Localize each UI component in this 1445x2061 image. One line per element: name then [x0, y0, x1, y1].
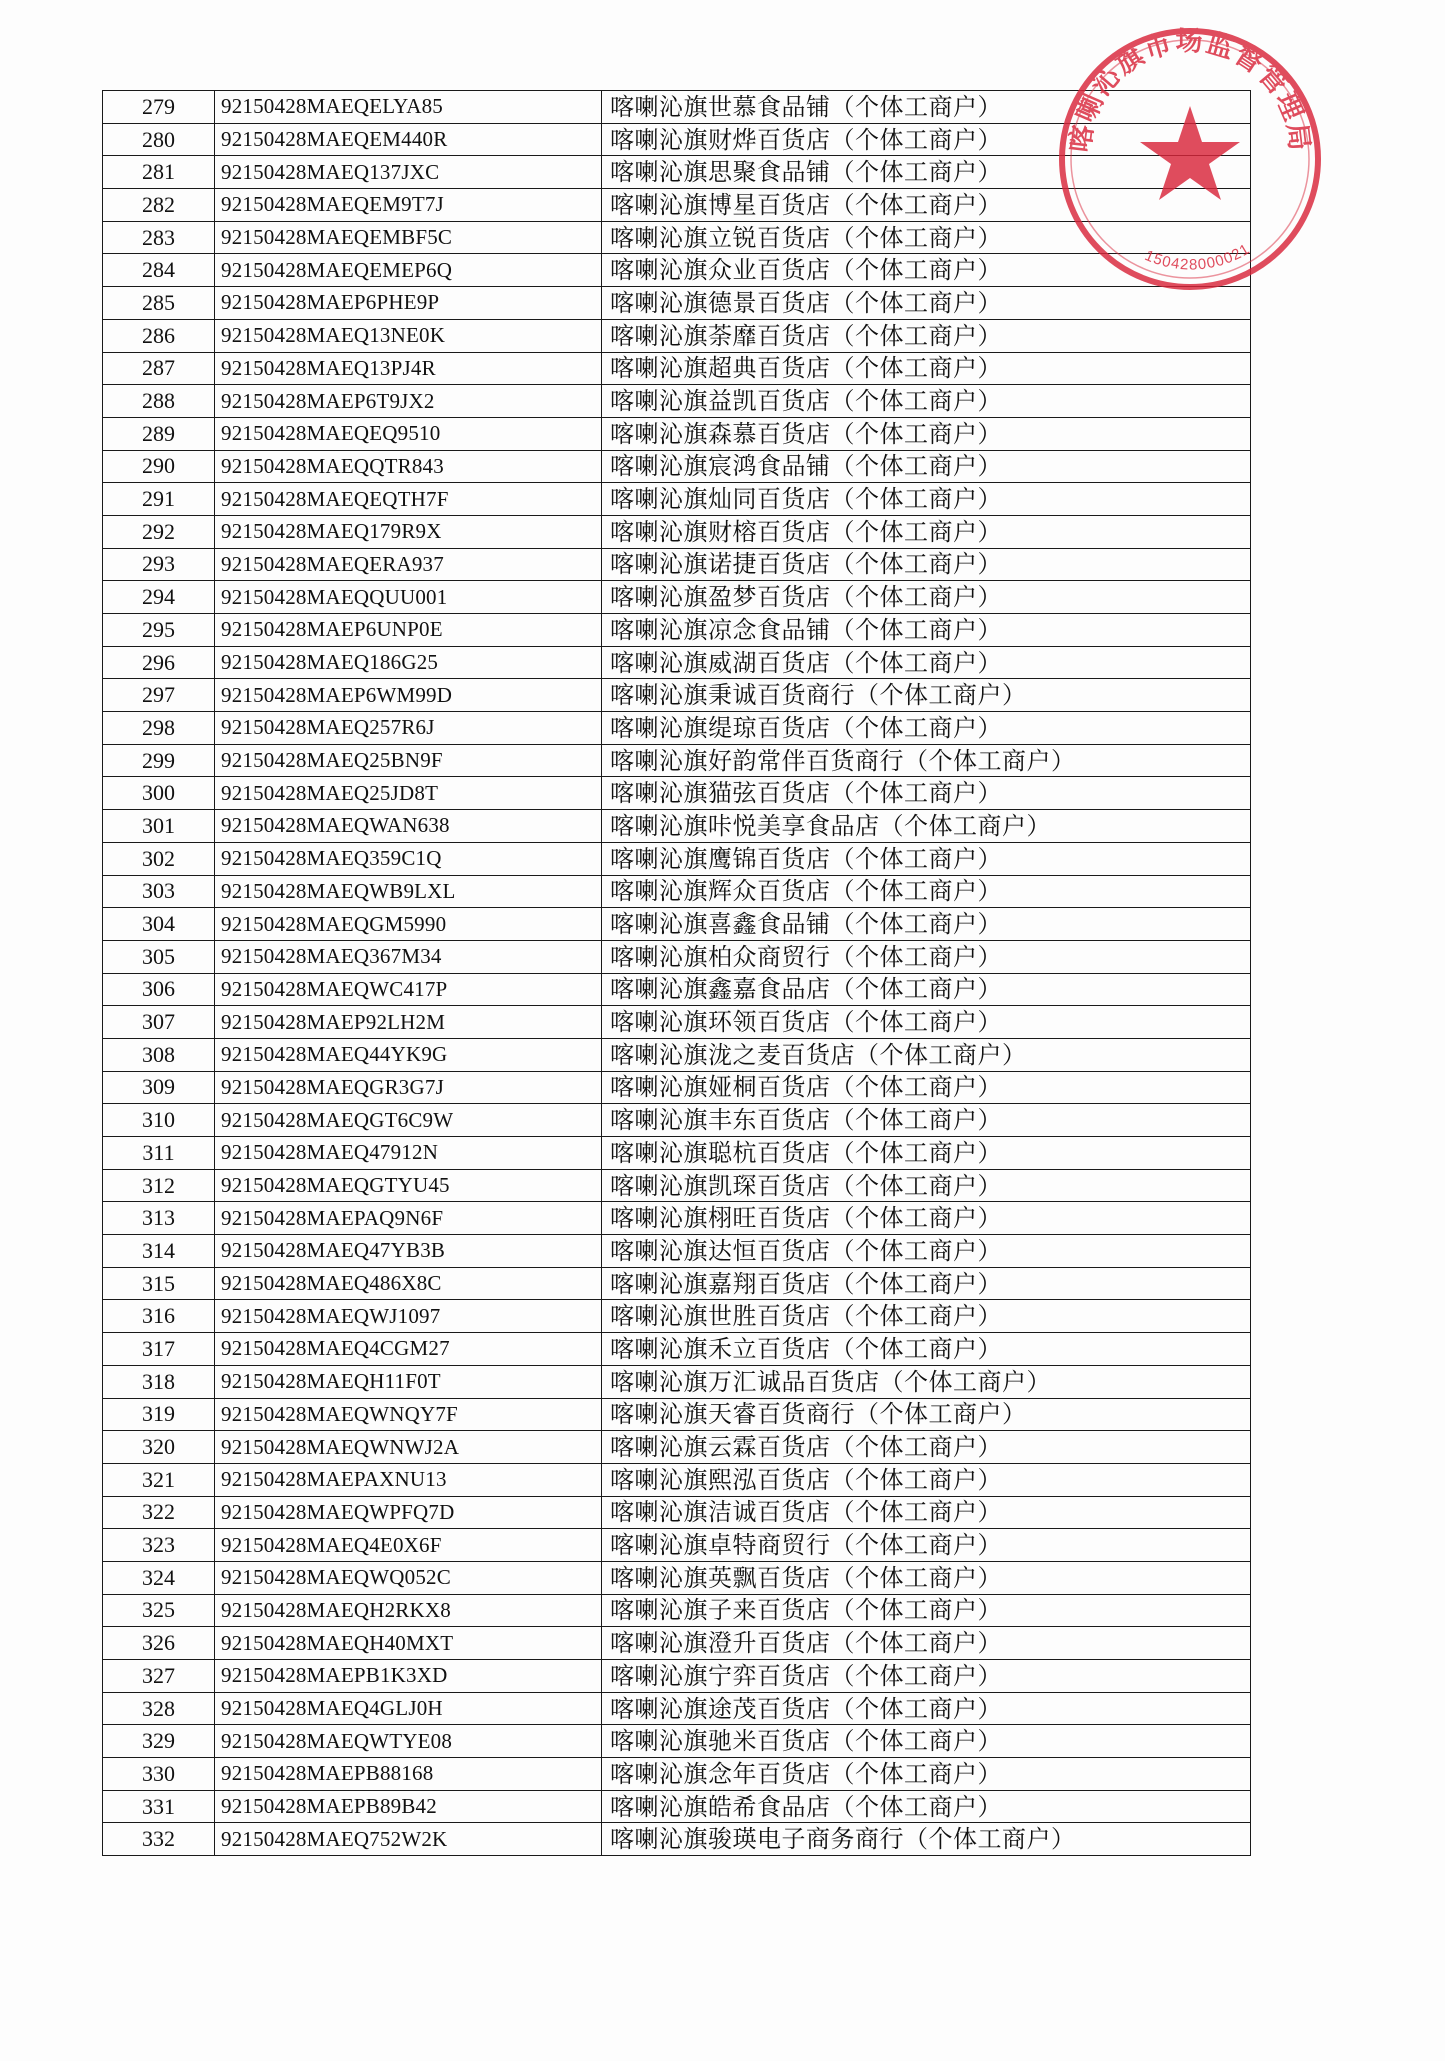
credit-code-cell: 92150428MAEQ44YK9G — [215, 1038, 602, 1071]
table-row — [103, 1529, 1251, 1562]
table-row — [103, 744, 1251, 777]
business-name-cell: 喀喇沁旗诺捷百货店（个体工商户） — [602, 548, 1251, 581]
credit-code-cell: 92150428MAEQ13PJ4R — [215, 352, 602, 385]
row-number-cell: 295 — [103, 614, 215, 647]
credit-code-cell: 92150428MAEQ359C1Q — [215, 842, 602, 875]
business-name-cell: 喀喇沁旗天睿百货商行（个体工商户） — [602, 1398, 1251, 1431]
business-name-cell: 喀喇沁旗环领百货店（个体工商户） — [602, 1006, 1251, 1039]
business-name-cell: 喀喇沁旗宸鸿食品铺（个体工商户） — [602, 450, 1251, 483]
business-name-cell: 喀喇沁旗宁弈百货店（个体工商户） — [602, 1660, 1251, 1693]
business-name-cell: 喀喇沁旗众业百货店（个体工商户） — [602, 254, 1251, 287]
credit-code-cell: 92150428MAEQWC417P — [215, 973, 602, 1006]
business-name-cell: 喀喇沁旗德景百货店（个体工商户） — [602, 287, 1251, 320]
row-number-cell: 291 — [103, 483, 215, 516]
business-name-cell: 喀喇沁旗财榕百货店（个体工商户） — [602, 515, 1251, 548]
row-number-cell: 325 — [103, 1594, 215, 1627]
row-number-cell: 317 — [103, 1333, 215, 1366]
row-number-cell: 293 — [103, 548, 215, 581]
credit-code-cell: 92150428MAEP6UNP0E — [215, 614, 602, 647]
table-row — [103, 1725, 1251, 1758]
table-row — [103, 842, 1251, 875]
row-number-cell: 324 — [103, 1561, 215, 1594]
credit-code-cell: 92150428MAEP6WM99D — [215, 679, 602, 712]
seal-number: 150428000021 — [1142, 240, 1254, 274]
credit-code-cell: 92150428MAEPAQ9N6F — [215, 1202, 602, 1235]
row-number-cell: 281 — [103, 156, 215, 189]
credit-code-cell: 92150428MAEQ4CGM27 — [215, 1333, 602, 1366]
credit-code-cell: 92150428MAEQH11F0T — [215, 1365, 602, 1398]
row-number-cell: 279 — [103, 91, 215, 124]
business-name-cell: 喀喇沁旗鑫嘉食品店（个体工商户） — [602, 973, 1251, 1006]
table-row — [103, 1333, 1251, 1366]
row-number-cell: 280 — [103, 123, 215, 156]
credit-code-cell: 92150428MAEQWAN638 — [215, 810, 602, 843]
credit-code-cell: 92150428MAEQEMBF5C — [215, 221, 602, 254]
table-row — [103, 1006, 1251, 1039]
business-name-cell: 喀喇沁旗骏瑛电子商务商行（个体工商户） — [602, 1823, 1251, 1856]
row-number-cell: 320 — [103, 1431, 215, 1464]
table-row — [103, 1594, 1251, 1627]
table-row — [103, 1267, 1251, 1300]
row-number-cell: 315 — [103, 1267, 215, 1300]
credit-code-cell: 92150428MAEQEQTH7F — [215, 483, 602, 516]
row-number-cell: 304 — [103, 908, 215, 941]
credit-code-cell: 92150428MAEQ179R9X — [215, 515, 602, 548]
table-row — [103, 1071, 1251, 1104]
credit-code-cell: 92150428MAEQGR3G7J — [215, 1071, 602, 1104]
table-body — [103, 91, 1254, 1856]
business-name-cell: 喀喇沁旗盈梦百货店（个体工商户） — [602, 581, 1251, 614]
registration-table — [102, 90, 1254, 1856]
row-number-cell: 303 — [103, 875, 215, 908]
table-row — [103, 908, 1251, 941]
row-number-cell: 309 — [103, 1071, 215, 1104]
credit-code-cell: 92150428MAEQEM9T7J — [215, 189, 602, 222]
row-number-cell: 313 — [103, 1202, 215, 1235]
row-number-cell: 312 — [103, 1169, 215, 1202]
credit-code-cell: 92150428MAEQWB9LXL — [215, 875, 602, 908]
credit-code-cell: 92150428MAEQH2RKX8 — [215, 1594, 602, 1627]
row-number-cell: 314 — [103, 1235, 215, 1268]
credit-code-cell: 92150428MAEQEMEP6Q — [215, 254, 602, 287]
business-name-cell: 喀喇沁旗咔悦美享食品店（个体工商户） — [602, 810, 1251, 843]
table-row — [103, 254, 1251, 287]
table-row — [103, 1660, 1251, 1693]
row-number-cell: 288 — [103, 385, 215, 418]
credit-code-cell: 92150428MAEQ47912N — [215, 1137, 602, 1170]
credit-code-cell: 92150428MAEQ367M34 — [215, 940, 602, 973]
business-name-cell: 喀喇沁旗荼靡百货店（个体工商户） — [602, 319, 1251, 352]
business-name-cell: 喀喇沁旗云霖百货店（个体工商户） — [602, 1431, 1251, 1464]
credit-code-cell: 92150428MAEQWJ1097 — [215, 1300, 602, 1333]
table-row — [103, 156, 1251, 189]
business-name-cell: 喀喇沁旗凯琛百货店（个体工商户） — [602, 1169, 1251, 1202]
table-row — [103, 1790, 1251, 1823]
table-row — [103, 1038, 1251, 1071]
table-row — [103, 385, 1251, 418]
table-row — [103, 973, 1251, 1006]
business-name-cell: 喀喇沁旗英飘百货店（个体工商户） — [602, 1561, 1251, 1594]
business-name-cell: 喀喇沁旗柏众商贸行（个体工商户） — [602, 940, 1251, 973]
business-name-cell: 喀喇沁旗万汇诚品百货店（个体工商户） — [602, 1365, 1251, 1398]
table-row — [103, 352, 1251, 385]
row-number-cell: 331 — [103, 1790, 215, 1823]
row-number-cell: 327 — [103, 1660, 215, 1693]
credit-code-cell: 92150428MAEQ257R6J — [215, 712, 602, 745]
business-name-cell: 喀喇沁旗途茂百货店（个体工商户） — [602, 1692, 1251, 1725]
table-row — [103, 515, 1251, 548]
credit-code-cell: 92150428MAEP92LH2M — [215, 1006, 602, 1039]
credit-code-cell: 92150428MAEQQTR843 — [215, 450, 602, 483]
credit-code-cell: 92150428MAEQ186G25 — [215, 646, 602, 679]
row-number-cell: 294 — [103, 581, 215, 614]
row-number-cell: 329 — [103, 1725, 215, 1758]
row-number-cell: 287 — [103, 352, 215, 385]
credit-code-cell: 92150428MAEP6PHE9P — [215, 287, 602, 320]
row-number-cell: 330 — [103, 1758, 215, 1791]
table-row — [103, 614, 1251, 647]
business-name-cell: 喀喇沁旗超典百货店（个体工商户） — [602, 352, 1251, 385]
row-number-cell: 290 — [103, 450, 215, 483]
credit-code-cell: 92150428MAEQ13NE0K — [215, 319, 602, 352]
table-row — [103, 548, 1251, 581]
business-name-cell: 喀喇沁旗皓希食品店（个体工商户） — [602, 1790, 1251, 1823]
table-row — [103, 1758, 1251, 1791]
row-number-cell: 323 — [103, 1529, 215, 1562]
business-name-cell: 喀喇沁旗秉诚百货商行（个体工商户） — [602, 679, 1251, 712]
credit-code-cell: 92150428MAEQ752W2K — [215, 1823, 602, 1856]
credit-code-cell: 92150428MAEP6T9JX2 — [215, 385, 602, 418]
row-number-cell: 299 — [103, 744, 215, 777]
row-number-cell: 305 — [103, 940, 215, 973]
business-name-cell: 喀喇沁旗澄升百货店（个体工商户） — [602, 1627, 1251, 1660]
row-number-cell: 307 — [103, 1006, 215, 1039]
table-row — [103, 483, 1251, 516]
table-row — [103, 1496, 1251, 1529]
business-name-cell: 喀喇沁旗鹰锦百货店（个体工商户） — [602, 842, 1251, 875]
table-row — [103, 1692, 1251, 1725]
business-name-cell: 喀喇沁旗洁诚百货店（个体工商户） — [602, 1496, 1251, 1529]
row-number-cell: 332 — [103, 1823, 215, 1856]
credit-code-cell: 92150428MAEQ47YB3B — [215, 1235, 602, 1268]
business-name-cell: 喀喇沁旗凉念食品铺（个体工商户） — [602, 614, 1251, 647]
credit-code-cell: 92150428MAEQWQ052C — [215, 1561, 602, 1594]
registration-table-wrapper — [102, 90, 1250, 1856]
table-row — [103, 1104, 1251, 1137]
table-row — [103, 1823, 1251, 1856]
row-number-cell: 283 — [103, 221, 215, 254]
table-row — [103, 221, 1251, 254]
business-name-cell: 喀喇沁旗世慕食品铺（个体工商户） — [602, 91, 1251, 124]
row-number-cell: 321 — [103, 1463, 215, 1496]
credit-code-cell: 92150428MAEQEM440R — [215, 123, 602, 156]
credit-code-cell: 92150428MAEQH40MXT — [215, 1627, 602, 1660]
table-row — [103, 1431, 1251, 1464]
row-number-cell: 302 — [103, 842, 215, 875]
row-number-cell: 322 — [103, 1496, 215, 1529]
table-row — [103, 1398, 1251, 1431]
row-number-cell: 301 — [103, 810, 215, 843]
credit-code-cell: 92150428MAEQQUU001 — [215, 581, 602, 614]
business-name-cell: 喀喇沁旗子来百货店（个体工商户） — [602, 1594, 1251, 1627]
row-number-cell: 292 — [103, 515, 215, 548]
business-name-cell: 喀喇沁旗栩旺百货店（个体工商户） — [602, 1202, 1251, 1235]
table-row — [103, 1561, 1251, 1594]
row-number-cell: 319 — [103, 1398, 215, 1431]
table-row — [103, 417, 1251, 450]
row-number-cell: 328 — [103, 1692, 215, 1725]
credit-code-cell: 92150428MAEQ486X8C — [215, 1267, 602, 1300]
table-row — [103, 1365, 1251, 1398]
table-row — [103, 1627, 1251, 1660]
business-name-cell: 喀喇沁旗驰米百货店（个体工商户） — [602, 1725, 1251, 1758]
table-row — [103, 581, 1251, 614]
credit-code-cell: 92150428MAEQGTYU45 — [215, 1169, 602, 1202]
credit-code-cell: 92150428MAEQ4GLJ0H — [215, 1692, 602, 1725]
table-row — [103, 287, 1251, 320]
business-name-cell: 喀喇沁旗娅桐百货店（个体工商户） — [602, 1071, 1251, 1104]
row-number-cell: 318 — [103, 1365, 215, 1398]
row-number-cell: 310 — [103, 1104, 215, 1137]
business-name-cell: 喀喇沁旗禾立百货店（个体工商户） — [602, 1333, 1251, 1366]
row-number-cell: 285 — [103, 287, 215, 320]
row-number-cell: 298 — [103, 712, 215, 745]
table-row — [103, 123, 1251, 156]
credit-code-cell: 92150428MAEQGM5990 — [215, 908, 602, 941]
business-name-cell: 喀喇沁旗念年百货店（个体工商户） — [602, 1758, 1251, 1791]
table-row — [103, 777, 1251, 810]
row-number-cell: 308 — [103, 1038, 215, 1071]
table-row — [103, 1169, 1251, 1202]
row-number-cell: 286 — [103, 319, 215, 352]
business-name-cell: 喀喇沁旗丰东百货店（个体工商户） — [602, 1104, 1251, 1137]
credit-code-cell: 92150428MAEPB88168 — [215, 1758, 602, 1791]
credit-code-cell: 92150428MAEQWPFQ7D — [215, 1496, 602, 1529]
credit-code-cell: 92150428MAEPB89B42 — [215, 1790, 602, 1823]
business-name-cell: 喀喇沁旗辉众百货店（个体工商户） — [602, 875, 1251, 908]
business-name-cell: 喀喇沁旗立锐百货店（个体工商户） — [602, 221, 1251, 254]
business-name-cell: 喀喇沁旗喜鑫食品铺（个体工商户） — [602, 908, 1251, 941]
credit-code-cell: 92150428MAEQWNQY7F — [215, 1398, 602, 1431]
credit-code-cell: 92150428MAEQWTYE08 — [215, 1725, 602, 1758]
business-name-cell: 喀喇沁旗财烨百货店（个体工商户） — [602, 123, 1251, 156]
row-number-cell: 284 — [103, 254, 215, 287]
business-name-cell: 喀喇沁旗猫弦百货店（个体工商户） — [602, 777, 1251, 810]
business-name-cell: 喀喇沁旗达恒百货店（个体工商户） — [602, 1235, 1251, 1268]
credit-code-cell: 92150428MAEQ137JXC — [215, 156, 602, 189]
business-name-cell: 喀喇沁旗缇琼百货店（个体工商户） — [602, 712, 1251, 745]
business-name-cell: 喀喇沁旗思聚食品铺（个体工商户） — [602, 156, 1251, 189]
credit-code-cell: 92150428MAEPAXNU13 — [215, 1463, 602, 1496]
table-row — [103, 1300, 1251, 1333]
business-name-cell: 喀喇沁旗好韵常伴百货商行（个体工商户） — [602, 744, 1251, 777]
business-name-cell: 喀喇沁旗博星百货店（个体工商户） — [602, 189, 1251, 222]
row-number-cell: 289 — [103, 417, 215, 450]
row-number-cell: 296 — [103, 646, 215, 679]
table-row — [103, 875, 1251, 908]
business-name-cell: 喀喇沁旗嘉翔百货店（个体工商户） — [602, 1267, 1251, 1300]
row-number-cell: 316 — [103, 1300, 215, 1333]
business-name-cell: 喀喇沁旗聪杭百货店（个体工商户） — [602, 1137, 1251, 1170]
table-row — [103, 1463, 1251, 1496]
table-row — [103, 679, 1251, 712]
business-name-cell: 喀喇沁旗世胜百货店（个体工商户） — [602, 1300, 1251, 1333]
table-row — [103, 189, 1251, 222]
row-number-cell: 311 — [103, 1137, 215, 1170]
table-row — [103, 450, 1251, 483]
row-number-cell: 306 — [103, 973, 215, 1006]
credit-code-cell: 92150428MAEQELYA85 — [215, 91, 602, 124]
table-row — [103, 940, 1251, 973]
credit-code-cell: 92150428MAEQ4E0X6F — [215, 1529, 602, 1562]
seal-text: 喀喇沁旗市场监督管理局 — [1065, 26, 1315, 155]
row-number-cell: 326 — [103, 1627, 215, 1660]
table-row — [103, 1235, 1251, 1268]
business-name-cell: 喀喇沁旗灿同百货店（个体工商户） — [602, 483, 1251, 516]
credit-code-cell: 92150428MAEQERA937 — [215, 548, 602, 581]
table-row — [103, 810, 1251, 843]
table-row — [103, 712, 1251, 745]
row-number-cell: 297 — [103, 679, 215, 712]
credit-code-cell: 92150428MAEQEQ9510 — [215, 417, 602, 450]
business-name-cell: 喀喇沁旗泷之麦百货店（个体工商户） — [602, 1038, 1251, 1071]
table-row — [103, 1202, 1251, 1235]
credit-code-cell: 92150428MAEQ25JD8T — [215, 777, 602, 810]
business-name-cell: 喀喇沁旗威湖百货店（个体工商户） — [602, 646, 1251, 679]
row-number-cell: 300 — [103, 777, 215, 810]
table-row — [103, 319, 1251, 352]
credit-code-cell: 92150428MAEQWNWJ2A — [215, 1431, 602, 1464]
credit-code-cell: 92150428MAEQ25BN9F — [215, 744, 602, 777]
row-number-cell: 282 — [103, 189, 215, 222]
credit-code-cell: 92150428MAEQGT6C9W — [215, 1104, 602, 1137]
table-row — [103, 91, 1251, 124]
business-name-cell: 喀喇沁旗卓特商贸行（个体工商户） — [602, 1529, 1251, 1562]
business-name-cell: 喀喇沁旗熙泓百货店（个体工商户） — [602, 1463, 1251, 1496]
credit-code-cell: 92150428MAEPB1K3XD — [215, 1660, 602, 1693]
business-name-cell: 喀喇沁旗森慕百货店（个体工商户） — [602, 417, 1251, 450]
table-row — [103, 1137, 1251, 1170]
business-name-cell: 喀喇沁旗益凯百货店（个体工商户） — [602, 385, 1251, 418]
table-row — [103, 646, 1251, 679]
